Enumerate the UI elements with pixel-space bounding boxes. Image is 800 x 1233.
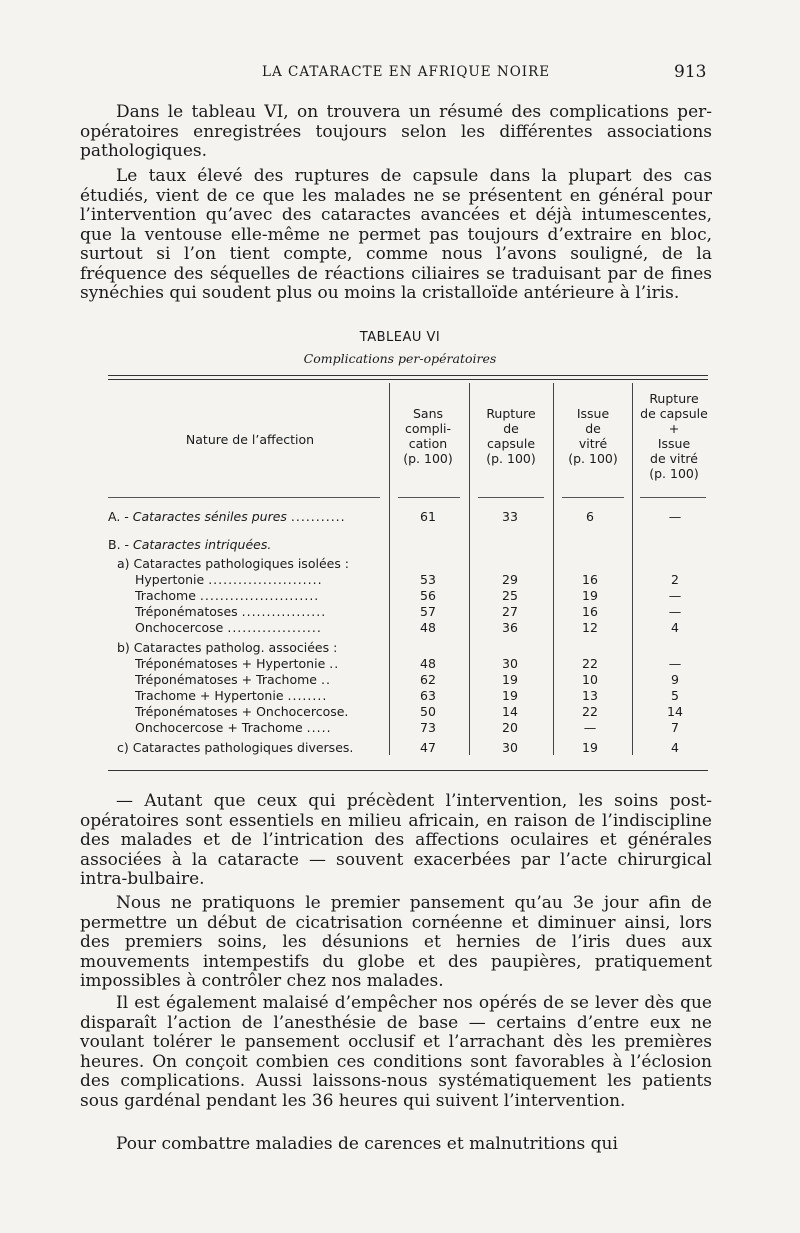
cell-value: 30 (502, 656, 518, 671)
cell-value: — (668, 656, 682, 671)
cell-value: 57 (420, 604, 436, 619)
row-label: b) Cataractes patholog. associées : (117, 640, 338, 655)
header-text (392, 406, 464, 466)
table-row (0, 688, 800, 704)
table-row (0, 740, 800, 756)
cell-value: 7 (671, 720, 679, 735)
cell-value: 25 (502, 588, 518, 603)
cell-value: 47 (420, 740, 436, 755)
cell-value: 9 (671, 672, 679, 687)
header-text (557, 406, 629, 466)
cell-value: 10 (582, 672, 598, 687)
row-label: A. - Cataractes séniles pures ........... (108, 509, 346, 524)
cell-value: 19 (502, 688, 518, 703)
row-dots: ....................... (208, 572, 323, 587)
header-line: (p. 100) (568, 451, 618, 466)
row-dots: ........... (290, 509, 346, 524)
table-row (0, 537, 800, 553)
table-top-rule-2 (108, 379, 708, 380)
row-dots: ................... (227, 620, 322, 635)
cell-value: 16 (582, 572, 598, 587)
row-label: Tréponématoses + Onchocercose. (135, 704, 349, 719)
header-line: Issue (657, 436, 691, 451)
row-dots: .. (320, 672, 331, 687)
row-label: a) Cataractes pathologiques isolées : (117, 556, 350, 571)
header-line: vitré (578, 436, 608, 451)
cell-value: 4 (671, 740, 679, 755)
cell-value: — (583, 720, 597, 735)
header-line: (p. 100) (403, 451, 453, 466)
table-row (0, 656, 800, 672)
row-dots: ................. (241, 604, 327, 619)
paragraph-3: — Autant que ceux qui précèdent l’intervention, les soins post-opératoires sont essentiels en milieu africain, en raison de l’indiscipline des malades et de l’intrication des affections oculaires et générales associées à la cataracte — souvent exacerbées par l’acte chirurgical intra-bulbaire. (80, 791, 712, 889)
cell-value: 19 (582, 588, 598, 603)
row-dots: ........................ (199, 588, 320, 603)
row-label (135, 672, 331, 687)
header-line: + (668, 421, 680, 436)
cell-value: 5 (671, 688, 679, 703)
cell-value: — (668, 604, 682, 619)
cell-value: — (668, 509, 682, 524)
header-line: Rupture (486, 406, 536, 421)
row-label (135, 688, 327, 703)
paragraph-5: Il est également malaisé d’empêcher nos opérés de se lever dès que disparaît l’action de l’anesthésie de base — certains d’entre eux ne voulant tolérer le pansement occlusif et l’arrachant dès les premières heures. On conçoit combien ces conditions sont favorables à l’éclosion des complications. Aussi laissons-nous systématiquement les patients sous gardénal pendant les 36 heures qui suivent l’intervention. (80, 993, 712, 1111)
table-bottom-rule (108, 770, 708, 771)
header-line: (p. 100) (486, 451, 536, 466)
row-label-text: Onchocercose + Trachome (135, 720, 303, 735)
table-row (0, 672, 800, 688)
cell-value: 14 (667, 704, 683, 719)
cell-value: 19 (582, 740, 598, 755)
table-row (0, 620, 800, 636)
header-line: de capsule (640, 406, 708, 421)
header-text (471, 406, 551, 466)
table-row (0, 556, 800, 572)
row-dots: ..... (306, 720, 332, 735)
table-row (0, 509, 800, 525)
cell-value: 2 (671, 572, 679, 587)
row-label-text: Hypertonie (135, 572, 205, 587)
cell-value: 14 (502, 704, 518, 719)
cell-value: 22 (582, 704, 598, 719)
row-label (135, 720, 332, 735)
row-label (135, 588, 319, 603)
cell-value: 62 (420, 672, 436, 687)
row-label (135, 572, 323, 587)
cell-value: 50 (420, 704, 436, 719)
cell-value: 36 (502, 620, 518, 635)
header-line: (p. 100) (649, 466, 699, 481)
paragraph-2: Le taux élevé des ruptures de capsule dans la plupart des cas étudiés, vient de ce que les malades ne se présentent en général pour l’intervention qu’avec des cataractes avancées et déjà intumescentes, que la ventouse elle-même ne permet pas toujours d’extraire en bloc, surtout si l’on tient compte, comme nous l’avons souligné, de la fréquence des séquelles de réactions ciliaires se traduisant par de fines synéchies qui soudent plus ou moins la cristalloïde antérieure à l’iris. (80, 166, 712, 303)
cell-value: 48 (420, 656, 436, 671)
cell-value: 13 (582, 688, 598, 703)
cell-value: 22 (582, 656, 598, 671)
header-issue-vitre (557, 406, 629, 466)
cell-value: 48 (420, 620, 436, 635)
cell-value: 63 (420, 688, 436, 703)
table-subtitle: Complications per-opératoires (303, 351, 497, 366)
cell-value: 33 (502, 509, 518, 524)
cell-value: 19 (502, 672, 518, 687)
cell-value: 56 (420, 588, 436, 603)
cell-value: 73 (420, 720, 436, 735)
header-sans-complication (392, 406, 464, 466)
table-row (0, 640, 800, 656)
row-dots: .. (329, 656, 340, 671)
table-row (0, 572, 800, 588)
table-row (0, 588, 800, 604)
header-underline (562, 497, 624, 498)
row-label: c) Cataractes pathologiques diverses. (117, 740, 354, 755)
row-label: B. - Cataractes intriquées. (108, 537, 272, 552)
cell-value: 12 (582, 620, 598, 635)
header-line: de (503, 421, 519, 436)
cell-value: 20 (502, 720, 518, 735)
paragraph-4: Nous ne pratiquons le premier pansement qu’au 3e jour afin de permettre un début de cicatrisation cornéenne et diminuer ainsi, lors des premiers soins, les désunions et hernies de l’iris dues aux mouvements intempestifs du globe et des paupières, pratiquement impossibles à contrôler chez nos malades. (80, 893, 712, 991)
header-rupture-capsule (471, 406, 551, 466)
cell-value: 30 (502, 740, 518, 755)
header-underline (478, 497, 544, 498)
cell-value: 4 (671, 620, 679, 635)
header-nature: Nature de l’affection (185, 432, 315, 447)
header-underline (398, 497, 460, 498)
header-rupture-et-issue (633, 391, 715, 481)
cell-value: 6 (586, 509, 594, 524)
row-label-text: Trachome + Hypertonie (135, 688, 284, 703)
cell-value: 53 (420, 572, 436, 587)
cell-value: 61 (420, 509, 436, 524)
page-number: 913 (674, 62, 707, 82)
row-label-text: Onchocercose (135, 620, 224, 635)
page-header (0, 62, 800, 86)
table-row (0, 604, 800, 620)
table-row (0, 720, 800, 736)
row-label-text: Tréponématoses (135, 604, 238, 619)
header-line: capsule (486, 436, 536, 451)
running-title: LA CATARACTE EN AFRIQUE NOIRE (262, 64, 551, 80)
header-line: de (585, 421, 601, 436)
header-underline (108, 497, 380, 498)
table-row (0, 704, 800, 720)
header-line: Sans (412, 406, 444, 421)
row-label-text: Tréponématoses + Hypertonie (135, 656, 326, 671)
cell-value: — (668, 588, 682, 603)
header-line: de vitré (650, 451, 698, 466)
paragraph-6: Pour combattre maladies de carences et malnutritions qui (116, 1134, 618, 1154)
cell-value: 29 (502, 572, 518, 587)
row-label (135, 656, 339, 671)
cell-value: 16 (582, 604, 598, 619)
row-label (135, 620, 322, 635)
paragraph-1: Dans le tableau VI, on trouvera un résumé des complications per-opératoires enregistrées toujours selon les différentes associations pathologiques. (80, 102, 712, 161)
header-line: Issue (576, 406, 610, 421)
header-line: compli- (404, 421, 452, 436)
header-line: cation (408, 436, 448, 451)
table-top-rule (108, 375, 708, 376)
row-label (135, 604, 326, 619)
header-line: Rupture (649, 391, 699, 406)
table-title: TABLEAU VI (359, 330, 441, 345)
row-label-text: Trachome (135, 588, 196, 603)
row-dots: ........ (287, 688, 328, 703)
header-underline (640, 497, 706, 498)
row-label-text: Tréponématoses + Trachome (135, 672, 317, 687)
cell-value: 27 (502, 604, 518, 619)
header-text (633, 391, 715, 481)
